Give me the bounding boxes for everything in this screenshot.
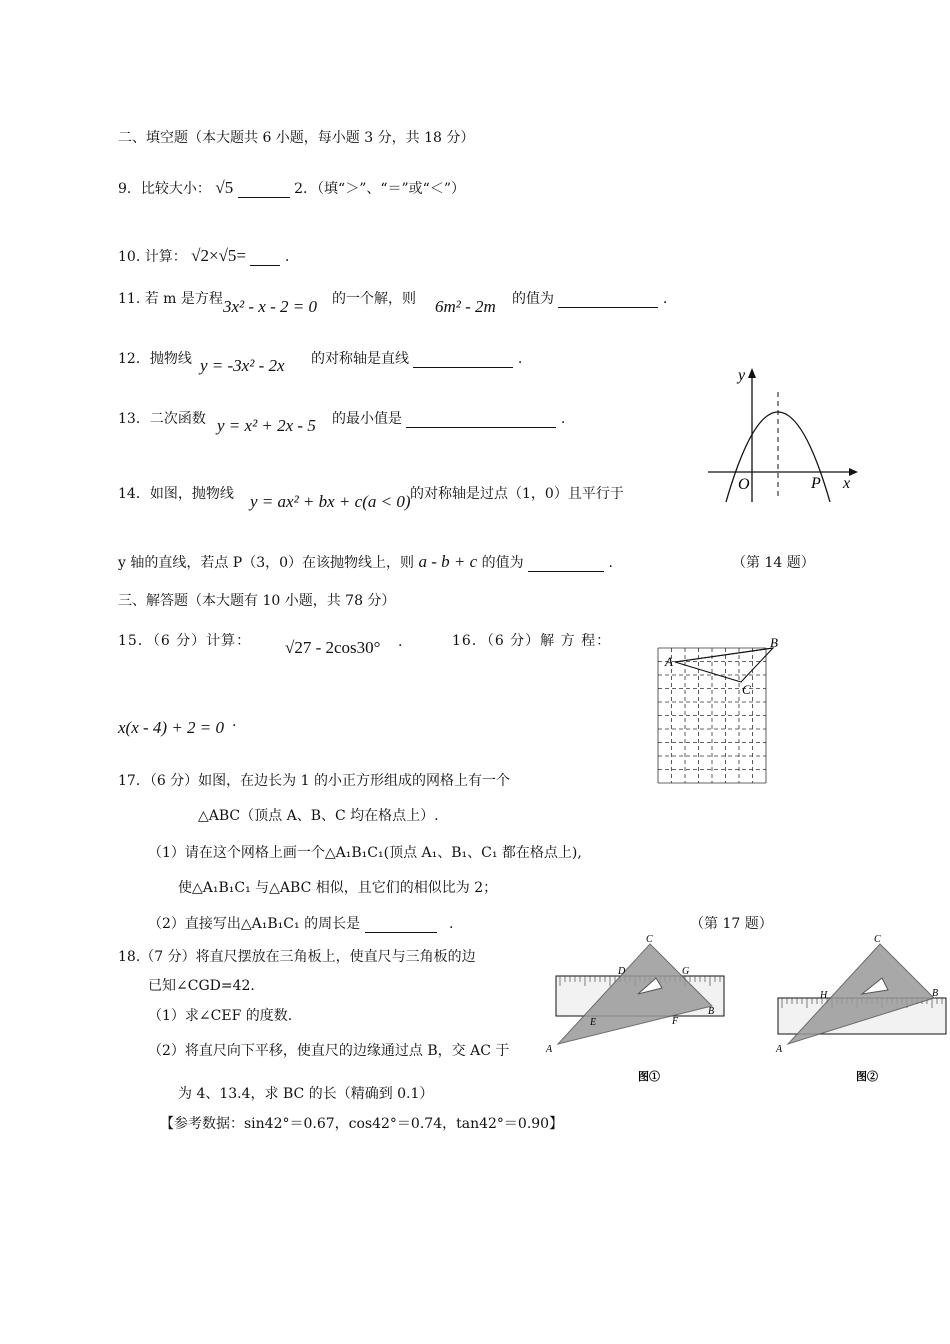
fig14-caption: （第 14 题） — [732, 555, 815, 571]
fig18-right-label-b: B — [932, 988, 939, 999]
q17-line2: △ABC（顶点 A、B、C 均在格点上）. — [198, 808, 439, 824]
q17-line5-text: （2）直接写出△A₁B₁C₁ 的周长是 — [148, 916, 361, 932]
q17-line1: 17．（6 分）如图，在边长为 1 的小正方形组成的网格上有一个 — [118, 773, 510, 789]
question-10 — [118, 246, 289, 266]
fig14-p-label: P — [811, 475, 821, 492]
q14-suffix: 的对称轴是过点（1，0）且平行于 — [410, 486, 624, 502]
q15-end: . — [398, 634, 403, 650]
q12-suffix-line — [311, 348, 522, 368]
fig17-label-a: A — [665, 654, 673, 669]
q9-math: √5 — [215, 178, 234, 197]
fig18-left-label-a: A — [546, 1044, 553, 1055]
fig14-origin-label: O — [738, 476, 750, 493]
q18-line2: 已知∠CGD=42. — [148, 978, 255, 994]
q11-answer-blank[interactable] — [558, 307, 658, 308]
fig18-left-label-b: B — [708, 1006, 715, 1017]
q13-equation: y = x² + 2x - 5 — [217, 416, 316, 435]
q11-expression: 6m² - 2m — [435, 297, 496, 316]
fig14-parabola-figure — [700, 362, 870, 512]
q18-line3: （1）求∠CEF 的度数. — [148, 1008, 293, 1024]
q11-end: . — [662, 291, 668, 307]
q13-suffix: 的最小值是 — [332, 411, 402, 427]
fig18-right-label-a: A — [776, 1044, 783, 1055]
q11-suffix-line — [512, 288, 667, 308]
q11-mid: 的一个解，则 — [332, 291, 416, 307]
fig18-left-label-e: E — [590, 1017, 597, 1028]
fig18-left-label-f: F — [672, 1016, 679, 1027]
fig18-left-label-c: C — [646, 934, 653, 945]
q17-line3: （1）请在这个网格上画一个△A₁B₁C₁(顶点 A₁、B₁、C₁ 都在格点上), — [148, 845, 582, 861]
q10-math: √2×√5= — [191, 246, 247, 265]
q16-end: . — [232, 714, 237, 730]
fig18-right-label-c: C — [874, 934, 881, 945]
q14-equation: y = ax² + bx + c(a < 0) — [250, 492, 411, 511]
q9-suffix: 2．（填“＞”、“＝”或“＜”） — [294, 181, 465, 197]
q17-answer-blank[interactable] — [365, 932, 437, 933]
fig18-left-figure — [540, 932, 730, 1092]
q17-line4: 使△A₁B₁C₁ 与△ABC 相似，且它们的相似比为 2； — [178, 880, 498, 896]
q14-end: . — [608, 555, 613, 571]
fig18-left-label-d: D — [618, 966, 626, 977]
q15-expression: √27 - 2cos30° — [285, 638, 381, 657]
q12-suffix: 的对称轴是直线 — [311, 351, 409, 367]
q12-end: . — [517, 351, 523, 367]
q14-prefix: 14．如图，抛物线 — [118, 486, 234, 502]
fig17-label-b: B — [770, 635, 778, 650]
q13-prefix: 13．二次函数 — [118, 411, 206, 427]
fig17-grid-lines — [658, 648, 766, 783]
q16-prefix: 16．（6 分）解 方 程： — [452, 633, 612, 649]
fig14-x-arrow — [849, 468, 858, 476]
q14-line2-prefix: y 轴的直线，若点 P（3，0）在该抛物线上，则 — [118, 555, 415, 571]
q11-suffix: 的值为 — [512, 291, 554, 307]
q13-suffix-line — [332, 408, 565, 428]
q18-line4: （2）将直尺向下平移，使直尺的边缘通过点 B，交 AC 于 — [148, 1043, 510, 1059]
q11-equation: 3x² - x - 2 = 0 — [223, 297, 317, 316]
q18-line5: 为 4、13.4，求 BC 的长（精确到 0.1） — [178, 1086, 434, 1102]
q13-answer-blank[interactable] — [406, 427, 556, 428]
question-9 — [118, 178, 465, 198]
q14-line2 — [118, 552, 613, 572]
fig17-label-c: C — [742, 682, 751, 697]
q14-answer-blank[interactable] — [528, 571, 604, 572]
q15-prefix: 15．（6 分）计算： — [118, 633, 252, 649]
fig14-x-label: x — [843, 475, 851, 492]
fig14-y-label: y — [738, 367, 746, 384]
fig17-grid-figure — [650, 634, 780, 784]
q10-end: . — [284, 249, 290, 265]
question-11-text — [118, 288, 223, 308]
fig18-left-caption: 图① — [638, 1071, 660, 1083]
q11-prefix: 11. 若 m 是方程 — [118, 291, 223, 307]
q14-expression: a - b + c — [418, 552, 478, 571]
section-3-heading: 三、解答题（本大题有 10 小题，共 78 分） — [118, 593, 396, 609]
q12-answer-blank[interactable] — [413, 367, 513, 368]
fig14-y-arrow — [748, 368, 756, 378]
q12-prefix: 12．抛物线 — [118, 351, 192, 367]
fig18-left-label-g: G — [682, 966, 690, 977]
q13-end: . — [560, 411, 566, 427]
q9-answer-blank[interactable] — [238, 197, 290, 198]
q14-line2-suffix: 的值为 — [481, 555, 524, 571]
q10-prefix: 10. 计算： — [118, 249, 187, 265]
fig18-right-caption: 图② — [856, 1071, 878, 1083]
fig17-caption: （第 17 题） — [690, 916, 773, 932]
q17-line5 — [148, 913, 453, 933]
q9-prefix: 9．比较大小： — [118, 181, 211, 197]
q18-line1: 18.（7 分）将直尺摆放在三角板上，使直尺与三角板的边 — [118, 949, 476, 965]
q10-answer-blank[interactable] — [250, 265, 280, 266]
fig17-triangle-abc — [675, 648, 773, 682]
q17-line5-end: . — [448, 916, 454, 932]
fig18-right-label-h: H — [820, 990, 828, 1001]
section-2-heading: 二、填空题（本大题共 6 小题，每小题 3 分，共 18 分） — [118, 130, 475, 146]
q12-equation: y = -3x² - 2x — [200, 356, 285, 375]
q18-reference-data: 【参考数据：sin42°＝0.67，cos42°＝0.74，tan42°＝0.90】 — [160, 1116, 564, 1132]
fig18-right-figure — [770, 932, 950, 1092]
q16-equation: x(x - 4) + 2 = 0 — [118, 718, 225, 737]
